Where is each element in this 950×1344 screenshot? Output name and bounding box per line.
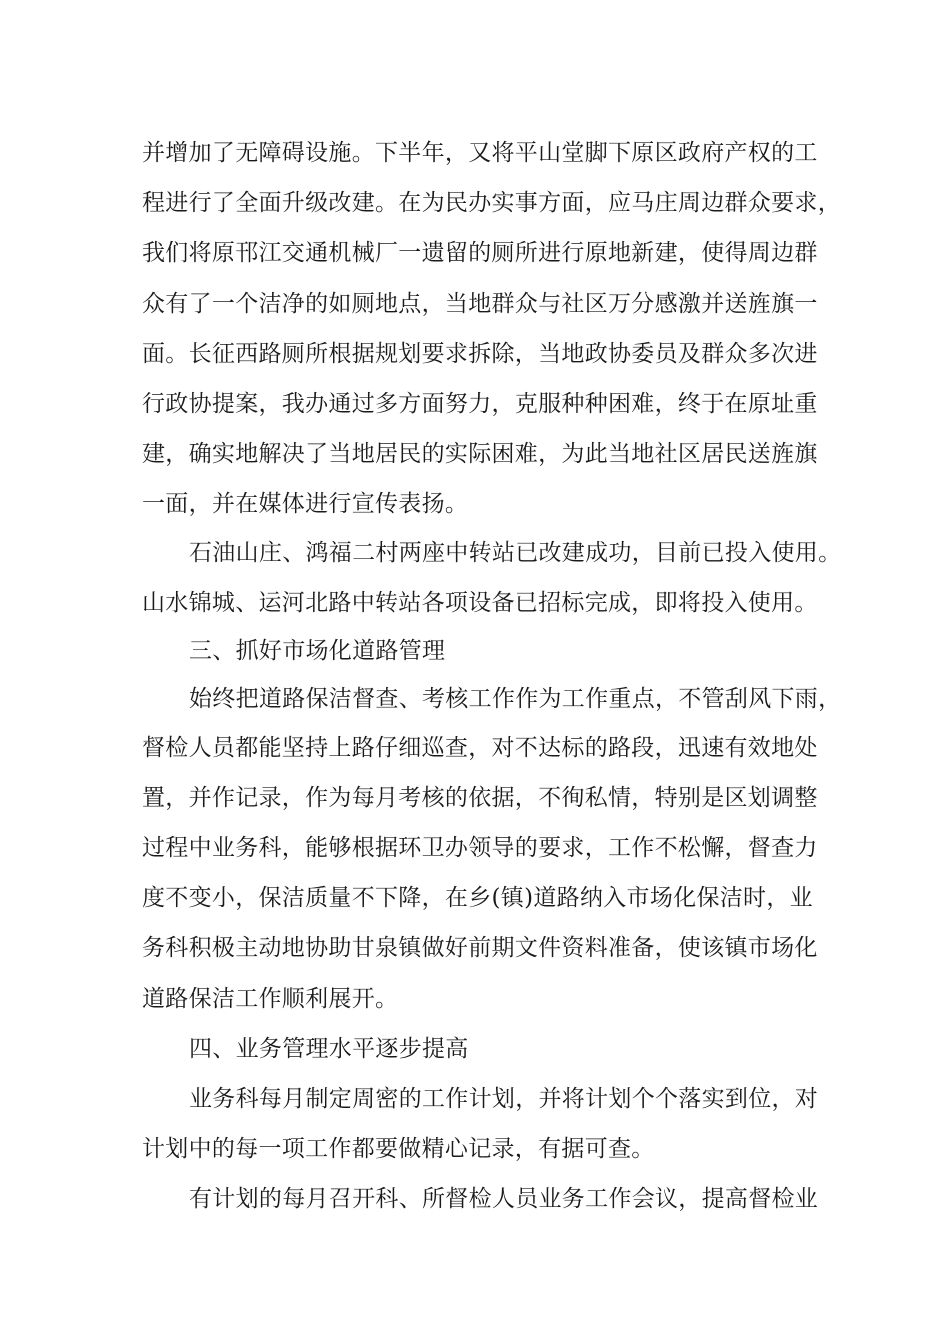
text-line: 行政协提案，我办通过多方面努力，克服种种困难，终于在原址重 <box>142 391 818 417</box>
text-line: 有计划的每月召开科、所督检人员业务工作会议，提高督检业 <box>189 1186 819 1212</box>
text-line: 督检人员都能坚持上路仔细巡查，对不达标的路段，迅速有效地处 <box>142 735 818 761</box>
text-line: 置，并作记录，作为每月考核的依据，不徇私情，特别是区划调整 <box>142 785 818 811</box>
section-heading: 四、业务管理水平逐步提高 <box>189 1036 469 1062</box>
text-line: 建，确实地解决了当地居民的实际困难，为此当地社区居民送旌旗 <box>142 441 818 467</box>
text-line: 度不变小，保洁质量不下降，在乡(镇)道路纳入市场化保洁时，业 <box>142 885 813 911</box>
text-line: 程进行了全面升级改建。在为民办实事方面，应马庄周边群众要求， <box>142 190 841 216</box>
text-line: 我们将原邗江交通机械厂一遗留的厕所进行原地新建，使得周边群 <box>142 240 818 266</box>
text-line: 过程中业务科，能够根据环卫办领导的要求，工作不松懈，督查力 <box>142 835 818 861</box>
section-heading: 三、抓好市场化道路管理 <box>189 638 446 664</box>
text-line: 面。长征西路厕所根据规划要求拆除，当地政协委员及群众多次进 <box>142 341 818 367</box>
text-line: 业务科每月制定周密的工作计划，并将计划个个落实到位，对 <box>189 1086 819 1112</box>
text-line: 始终把道路保洁督查、考核工作作为工作重点，不管刮风下雨， <box>189 686 842 712</box>
text-line: 一面，并在媒体进行宣传表扬。 <box>142 491 469 517</box>
text-line: 石油山庄、鸿福二村两座中转站已改建成功，目前已投入使用。 <box>189 540 842 566</box>
text-line: 并增加了无障碍设施。下半年，又将平山堂脚下原区政府产权的工 <box>142 140 818 166</box>
text-line: 道路保洁工作顺利展开。 <box>142 986 399 1012</box>
text-line: 计划中的每一项工作都要做精心记录，有据可查。 <box>142 1136 655 1162</box>
text-line: 务科积极主动地协助甘泉镇做好前期文件资料准备，使该镇市场化 <box>142 935 818 961</box>
text-line: 山水锦城、运河北路中转站各项设备已招标完成，即将投入使用。 <box>142 590 818 616</box>
text-line: 众有了一个洁净的如厕地点，当地群众与社区万分感激并送旌旗一 <box>142 291 818 317</box>
